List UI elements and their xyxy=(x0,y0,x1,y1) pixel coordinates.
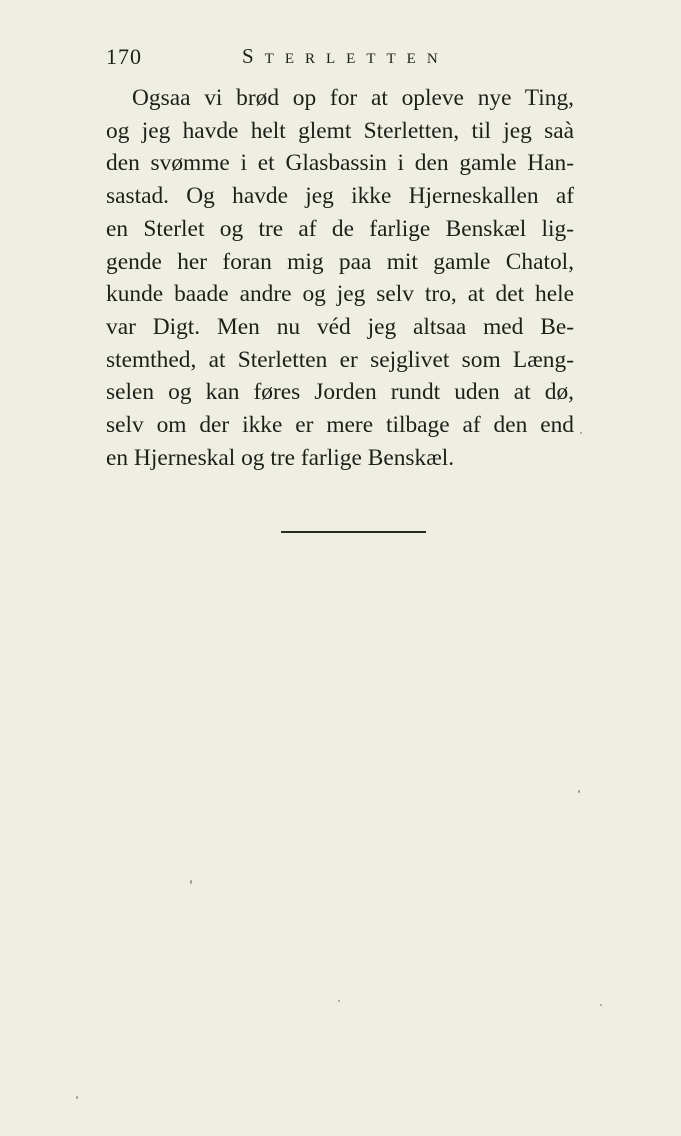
text-line: stemthed, at Sterletten er sejglivet som Læng- xyxy=(106,346,574,373)
paper-speck xyxy=(600,1004,602,1006)
text-line: en Sterlet og tre af de farlige Benskæl lig- xyxy=(106,215,574,242)
body-paragraph xyxy=(106,82,574,474)
text-line: den svømme i et Glasbassin i den gamle Han- xyxy=(106,150,574,177)
paper-speck xyxy=(580,432,582,434)
text-line: Ogsaa vi brød op for at opleve nye Ting, xyxy=(132,85,574,111)
text-line: selen og kan føres Jorden rundt uden at dø, xyxy=(106,379,574,406)
text-line: en Hjerneskal og tre farlige Benskæl. xyxy=(106,444,455,471)
text-line: kunde baade andre og jeg selv tro, at det hele xyxy=(106,281,574,308)
text-line: selv om der ikke er mere tilbage af den end xyxy=(106,412,574,439)
running-head xyxy=(106,44,576,74)
text-line: sastad. Og havde jeg ikke Hjerneskallen af xyxy=(106,183,574,210)
end-rule xyxy=(281,531,426,533)
paper-speck xyxy=(190,880,192,884)
text-line: var Digt. Men nu véd jeg altsaa med Be- xyxy=(106,313,574,340)
paper-speck xyxy=(578,790,580,793)
paper-speck xyxy=(76,1096,78,1099)
text-line: og jeg havde helt glemt Sterletten, til jeg saà xyxy=(106,117,574,144)
paper-speck xyxy=(338,1000,340,1002)
page-number: 170 xyxy=(106,44,142,69)
text-line: gende her foran mig paa mit gamle Chatol, xyxy=(106,248,574,275)
chapter-title: Sterletten xyxy=(242,44,449,68)
